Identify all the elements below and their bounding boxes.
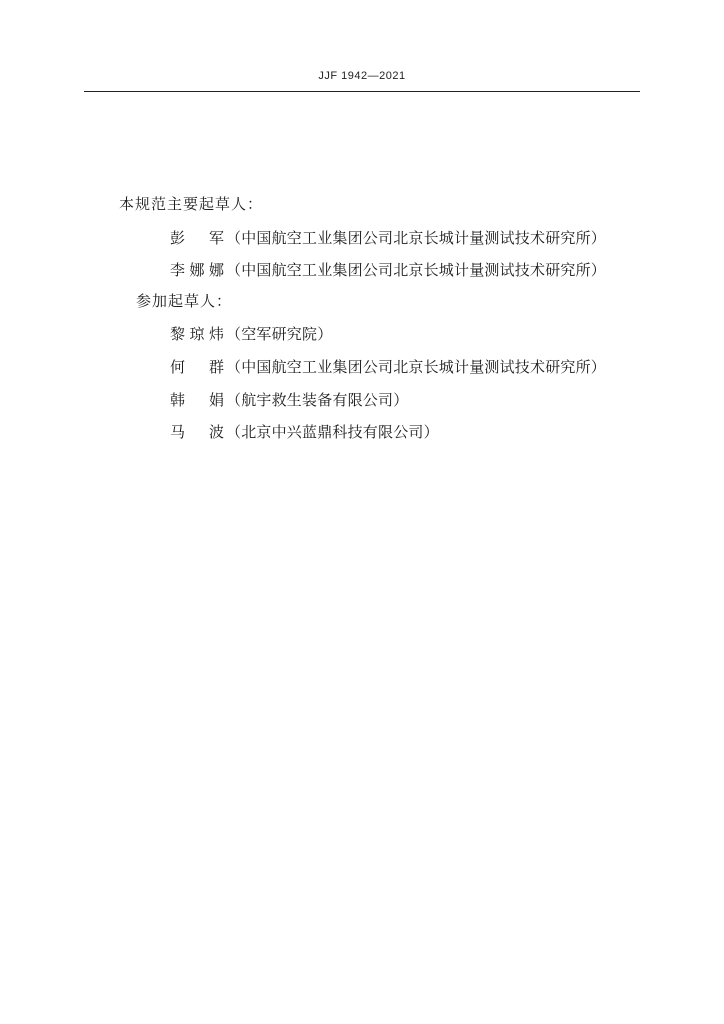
drafter-organization: （北京中兴蓝鼎科技有限公司） (226, 423, 439, 441)
main-drafters-heading: 本规范主要起草人： (119, 195, 264, 213)
drafter-name: 马 波 (170, 423, 224, 441)
drafter-organization: （空军研究院） (226, 325, 333, 343)
drafter-entry (170, 356, 606, 377)
drafter-entry (170, 421, 439, 442)
drafter-organization: （中国航空工业集团公司北京长城计量测试技术研究所） (226, 261, 607, 279)
drafter-entry (170, 227, 606, 248)
drafter-entry (170, 323, 332, 344)
header-divider (84, 91, 640, 92)
drafter-name: 黎琼炜 (170, 325, 224, 343)
drafter-entry (170, 259, 606, 280)
participating-drafters-heading: 参加起草人： (136, 292, 233, 310)
drafter-organization: （中国航空工业集团公司北京长城计量测试技术研究所） (226, 358, 607, 376)
drafter-name: 韩 娟 (170, 391, 224, 409)
drafter-organization: （航宇救生装备有限公司） (226, 391, 409, 409)
drafter-entry (170, 389, 408, 410)
drafter-name: 何 群 (170, 358, 224, 376)
drafter-name: 李娜娜 (170, 261, 224, 279)
drafter-organization: （中国航空工业集团公司北京长城计量测试技术研究所） (226, 229, 607, 247)
drafter-name: 彭 军 (170, 229, 224, 247)
standard-code: JJF 1942—2021 (318, 70, 406, 82)
